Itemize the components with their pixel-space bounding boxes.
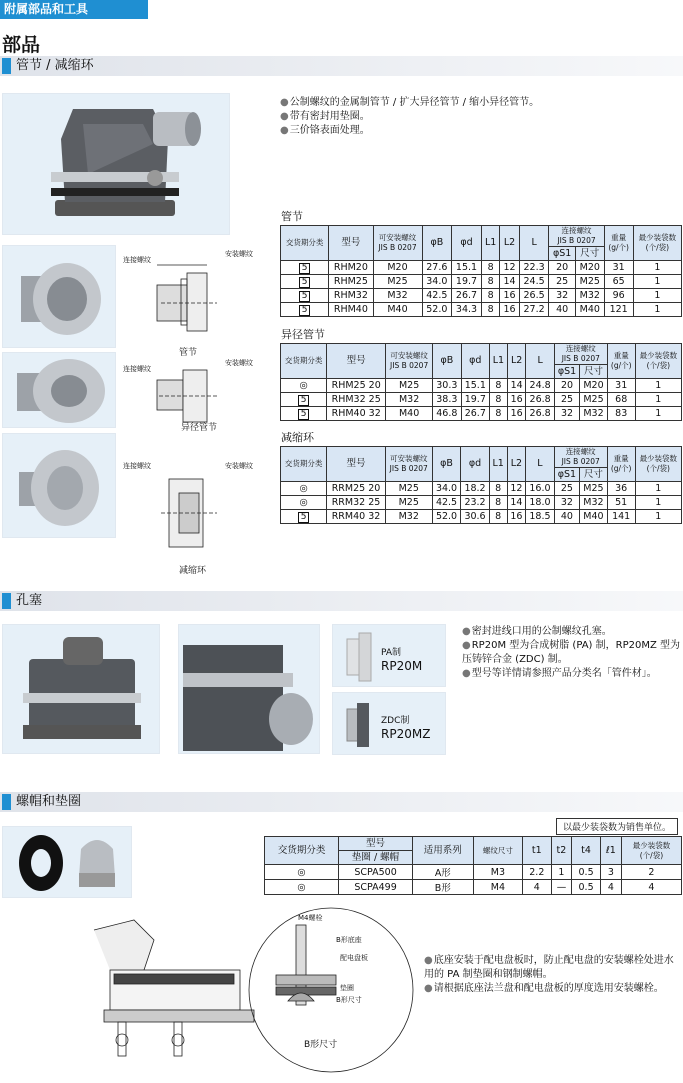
table-cell: RRM32 25 <box>327 496 385 510</box>
table-cell: 14 <box>500 275 519 289</box>
table-cell: 20 <box>549 261 575 275</box>
table-cell: 16 <box>507 510 526 524</box>
table-cell: 51 <box>607 496 635 510</box>
table-cell: 8 <box>481 275 500 289</box>
table-cell: M20 <box>373 261 422 275</box>
table-cell: M32 <box>580 407 608 421</box>
table-cell: B形 <box>412 880 473 895</box>
fitting-photo-3 <box>2 433 116 538</box>
table-cell: 14 <box>507 496 526 510</box>
table-row <box>281 275 682 289</box>
table-cell: ◎ <box>281 482 327 496</box>
table-cell: M40 <box>575 303 604 317</box>
th-l2: L2 <box>507 447 526 482</box>
label-b-base: B形底座 <box>336 936 362 944</box>
plug-zdc-model: RP20MZ <box>381 727 431 741</box>
th-l2: L2 <box>507 344 526 379</box>
table-cell: 96 <box>604 289 633 303</box>
plug-bullets <box>462 625 680 681</box>
th-weight: 重量 (g/个) <box>607 344 635 379</box>
table-cell: 4 <box>600 880 621 895</box>
table-cell: 18.0 <box>526 496 555 510</box>
drawing-reducer <box>121 455 281 575</box>
th-phib: φB <box>422 226 452 261</box>
plug-pa-model: RP20M <box>381 659 423 673</box>
th-conn: 连接螺纹 JIS B 0207 <box>554 447 607 468</box>
th-weight: 重量 (g/个) <box>604 226 633 261</box>
table-body <box>265 865 682 895</box>
table-cell: 25 <box>554 393 579 407</box>
label-m4-bolt: M4螺栓 <box>298 914 323 922</box>
table-cell: 19.7 <box>452 275 482 289</box>
table-cell: M25 <box>580 393 608 407</box>
table-row <box>281 289 682 303</box>
table-cell: 1 <box>635 496 681 510</box>
page-title: 部品 <box>2 34 41 56</box>
table-cell: 16 <box>507 407 526 421</box>
plug-zdc-photo <box>332 692 446 755</box>
table-cell: 30.3 <box>433 379 461 393</box>
table-cell: 8 <box>490 407 508 421</box>
table-cell: ◎ <box>281 379 327 393</box>
table-cell: M25 <box>386 379 433 393</box>
table-cell: 5 <box>281 407 327 421</box>
th-model: 型号 <box>339 837 413 851</box>
table-cell: RHM40 <box>329 303 373 317</box>
table-cell: M25 <box>580 482 608 496</box>
table-cell: RHM25 20 <box>327 379 386 393</box>
th-series: 适用系列 <box>412 837 473 865</box>
table-cell: ◎ <box>265 880 339 895</box>
th-size: 尺寸 <box>580 365 608 379</box>
table-cell: 18.5 <box>526 510 555 524</box>
table-cell: M32 <box>580 496 608 510</box>
table-cell: 1 <box>635 379 681 393</box>
th-t4: t4 <box>572 837 600 865</box>
table-cell: 20 <box>554 379 579 393</box>
th-model: 型号 <box>327 344 386 379</box>
table-cell: 27.6 <box>422 261 452 275</box>
table-cell: 8 <box>489 510 507 524</box>
table-cell: 31 <box>604 261 633 275</box>
table-cell: 5 <box>281 393 327 407</box>
table-cell: 25 <box>554 482 579 496</box>
table-row <box>265 865 682 880</box>
table-cell: 8 <box>490 393 508 407</box>
th-minpack: 最少装袋数 (个/袋) <box>633 226 681 261</box>
table-cell: 8 <box>489 482 507 496</box>
table-cell: 8 <box>481 303 500 317</box>
fittings-bullets <box>280 96 680 138</box>
table-cell: 36 <box>607 482 635 496</box>
table-cell: 25 <box>549 275 575 289</box>
table-cell: 1 <box>633 289 681 303</box>
table-cell: 30.6 <box>461 510 490 524</box>
table-cell: ◎ <box>265 865 339 880</box>
bullet-item: ● 带有密封用垫圈。 <box>280 110 680 124</box>
table-cell: 8 <box>489 496 507 510</box>
table-cell: 1 <box>635 510 681 524</box>
plug-zdc-label: ZDC制 <box>381 716 410 726</box>
table-cell: 5 <box>281 289 329 303</box>
th-l1: L1 <box>481 226 500 261</box>
th-code: 交货期分类 <box>265 837 339 865</box>
table-cell: M25 <box>373 275 422 289</box>
table-cell: 24.8 <box>526 379 554 393</box>
th-conn: 连接螺纹 JIS B 0207 <box>554 344 607 365</box>
section-marker <box>2 593 11 609</box>
table-cell: 22.3 <box>519 261 549 275</box>
th-t1: t1 <box>523 837 551 865</box>
table-cell: 1 <box>635 393 681 407</box>
th-minpack: 最少装袋数 (个/袋) <box>635 447 681 482</box>
bullet-item: ● 公制螺纹的金属制管节 / 扩大异径管节 / 缩小异径管节。 <box>280 96 680 110</box>
section-header-fittings <box>0 56 683 76</box>
th-l1: ℓ1 <box>600 837 621 865</box>
table-cell: 14 <box>507 379 526 393</box>
label-connect-thread: 连接螺纹 <box>123 256 151 264</box>
th-l2: L2 <box>500 226 519 261</box>
table-cell: 32 <box>554 496 579 510</box>
table-cell: 5 <box>281 275 329 289</box>
bullet-item: ● 三价铬表面处理。 <box>280 124 680 138</box>
th-size: 尺寸 <box>575 247 604 261</box>
table-cell: M20 <box>580 379 608 393</box>
th-minpack: 最少装袋数 (个/袋) <box>621 837 681 865</box>
table-cell: M25 <box>575 275 604 289</box>
section-title: 管节 / 减缩环 <box>16 58 94 73</box>
th-size: 尺寸 <box>580 468 608 482</box>
bullet-item: ● 请根据底座法兰盘和配电盘板的厚度选用安装螺栓。 <box>424 982 680 996</box>
th-l: L <box>526 344 554 379</box>
table-cell: RHM32 25 <box>327 393 386 407</box>
diagram-caption: 管节 <box>179 348 198 358</box>
table-row <box>281 303 682 317</box>
table-cell: ◎ <box>281 496 327 510</box>
table-cell: 42.5 <box>422 289 452 303</box>
table-cell: 46.8 <box>433 407 461 421</box>
th-l: L <box>526 447 555 482</box>
th-l1: L1 <box>490 344 508 379</box>
th-model: 型号 <box>329 226 373 261</box>
th-phis1: φS1 <box>554 468 579 482</box>
mounting-drawing <box>74 910 274 1080</box>
table-cell: 16.0 <box>526 482 555 496</box>
th-phib: φB <box>432 447 461 482</box>
th-phid: φd <box>461 447 490 482</box>
table-cell: 23.2 <box>461 496 490 510</box>
table-body <box>281 261 682 317</box>
diagram-caption: 异径管节 <box>181 423 218 433</box>
plug-pa-photo <box>332 624 446 687</box>
table-cell: 3 <box>600 865 621 880</box>
section-title: 螺帽和垫圈 <box>16 794 82 809</box>
table-cell: M40 <box>373 303 422 317</box>
table-cell: RRM25 20 <box>327 482 385 496</box>
table-cell: 26.8 <box>526 407 554 421</box>
nut-washer-photo <box>2 826 132 898</box>
table-cell: M40 <box>580 510 608 524</box>
table-cell: 32 <box>554 407 579 421</box>
bullet-item: ● RP20M 型为合成树脂 (PA) 制，RP20MZ 型为压铸锌合金 (ZDC) 制。 <box>462 639 680 667</box>
table-cell: 4 <box>621 880 681 895</box>
label-mount-thread: 安装螺纹 <box>225 462 253 470</box>
section-header-nuts <box>0 792 683 812</box>
table-title: 异径管节 <box>281 328 325 341</box>
table-body <box>281 379 682 421</box>
bullet-item: ● 底座安装于配电盘板时，防止配电盘的安装螺栓处进水用的 PA 制垫圈和钢制螺帽。 <box>424 954 680 982</box>
bullet-item: ● 型号等详情请参照产品分类名「管件材」。 <box>462 667 680 681</box>
th-phib: φB <box>433 344 461 379</box>
table-cell: 18.2 <box>461 482 490 496</box>
table-cell: 32 <box>549 289 575 303</box>
table-cell: A形 <box>412 865 473 880</box>
label-washer: 垫圈 <box>340 984 354 992</box>
th-mount: 可安装螺纹 JIS B 0207 <box>385 447 432 482</box>
table-cell: M32 <box>386 393 433 407</box>
th-code: 交货期分类 <box>281 447 327 482</box>
section-marker <box>2 794 11 810</box>
section-marker <box>2 58 11 74</box>
table-cell: 19.7 <box>461 393 489 407</box>
table-cell: 8 <box>481 289 500 303</box>
th-weight: 重量 (g/个) <box>607 447 635 482</box>
table-cell: 2.2 <box>523 865 551 880</box>
th-model: 型号 <box>327 447 385 482</box>
label-connect-thread: 连接螺纹 <box>123 365 151 373</box>
table-cell: 0.5 <box>572 880 600 895</box>
label-b-size: B形尺寸 <box>336 996 362 1004</box>
table-row <box>281 407 682 421</box>
table-cell: 42.5 <box>432 496 461 510</box>
table-cell: 12 <box>500 261 519 275</box>
table-cell: RHM25 <box>329 275 373 289</box>
table-cell: 40 <box>549 303 575 317</box>
table-title: 减缩环 <box>281 431 314 444</box>
table-row <box>281 393 682 407</box>
table-cell: 15.1 <box>461 379 489 393</box>
detail-caption: B形尺寸 <box>304 1040 338 1050</box>
th-t2: t2 <box>551 837 572 865</box>
table-cell: RHM20 <box>329 261 373 275</box>
th-code: 交货期分类 <box>281 344 327 379</box>
table-cell: 2 <box>621 865 681 880</box>
spec-table-adapters <box>280 343 682 421</box>
table-cell: SCPA499 <box>339 880 413 895</box>
table-cell: 26.7 <box>452 289 482 303</box>
top-category-label: 附属部品和工具 <box>0 0 148 19</box>
plug-pa-label: PA制 <box>381 648 402 658</box>
th-phid: φd <box>452 226 482 261</box>
table-cell: 16 <box>500 303 519 317</box>
table-cell: 5 <box>281 261 329 275</box>
diagram-caption: 减缩环 <box>179 566 207 576</box>
section-title: 孔塞 <box>16 593 43 608</box>
th-phis1: φS1 <box>554 365 579 379</box>
sales-unit-note: 以最少装袋数为销售单位。 <box>556 818 678 835</box>
table-cell: 26.7 <box>461 407 489 421</box>
table-row <box>281 496 682 510</box>
plug-housing-photo <box>2 624 160 754</box>
table-cell: 27.2 <box>519 303 549 317</box>
table-cell: 5 <box>281 303 329 317</box>
table-cell: RRM40 32 <box>327 510 385 524</box>
table-body <box>281 482 682 524</box>
table-cell: 31 <box>607 379 635 393</box>
table-cell: 15.1 <box>452 261 482 275</box>
label-mount-thread: 安装螺纹 <box>225 359 253 367</box>
table-cell: M3 <box>473 865 522 880</box>
th-conn: 连接螺纹 JIS B 0207 <box>549 226 604 247</box>
table-row <box>281 482 682 496</box>
table-cell: RHM32 <box>329 289 373 303</box>
table-cell: SCPA500 <box>339 865 413 880</box>
table-cell: 12 <box>507 482 526 496</box>
plug-side-photo <box>178 624 320 754</box>
th-thread: 螺纹尺寸 <box>473 837 522 865</box>
table-cell: 1 <box>633 275 681 289</box>
table-cell: M32 <box>385 510 432 524</box>
table-cell: 65 <box>604 275 633 289</box>
table-cell: RHM40 32 <box>327 407 386 421</box>
table-cell: 1 <box>635 407 681 421</box>
table-cell: 16 <box>500 289 519 303</box>
th-mount: 可安装螺纹 JIS B 0207 <box>386 344 433 379</box>
th-l1: L1 <box>489 447 507 482</box>
th-l: L <box>519 226 549 261</box>
table-cell: 16 <box>507 393 526 407</box>
label-mount-thread: 安装螺纹 <box>225 250 253 258</box>
table-cell: 1 <box>635 482 681 496</box>
spec-table-reducers <box>280 446 682 524</box>
table-cell: 1 <box>633 303 681 317</box>
spec-table-nuts <box>264 836 682 895</box>
table-cell: 0.5 <box>572 865 600 880</box>
fitting-photo-1 <box>2 245 116 348</box>
label-panel: 配电盘板 <box>340 954 368 962</box>
table-cell: 26.5 <box>519 289 549 303</box>
th-mount: 可安装螺纹 JIS B 0207 <box>373 226 422 261</box>
th-code: 交货期分类 <box>281 226 329 261</box>
table-cell: — <box>551 880 572 895</box>
table-cell: M25 <box>385 496 432 510</box>
spec-table-fittings <box>280 225 682 317</box>
table-row <box>281 379 682 393</box>
table-cell: 52.0 <box>432 510 461 524</box>
drawing-adapter <box>121 356 281 432</box>
table-cell: 34.3 <box>452 303 482 317</box>
connector-housing-photo <box>2 93 230 235</box>
table-cell: 1 <box>633 261 681 275</box>
label-connect-thread: 连接螺纹 <box>123 462 151 470</box>
table-cell: 121 <box>604 303 633 317</box>
nut-bullets <box>424 954 680 996</box>
table-cell: 34.0 <box>432 482 461 496</box>
table-cell: 83 <box>607 407 635 421</box>
table-cell: 4 <box>523 880 551 895</box>
table-row <box>265 880 682 895</box>
table-row <box>281 261 682 275</box>
table-cell: 34.0 <box>422 275 452 289</box>
table-cell: M20 <box>575 261 604 275</box>
drawing-fitting <box>121 245 281 358</box>
table-cell: M32 <box>575 289 604 303</box>
table-cell: 8 <box>490 379 508 393</box>
fitting-photo-2 <box>2 352 116 428</box>
table-cell: 38.3 <box>433 393 461 407</box>
table-cell: M32 <box>373 289 422 303</box>
table-cell: 68 <box>607 393 635 407</box>
th-phid: φd <box>461 344 489 379</box>
th-minpack: 最少装袋数 (个/袋) <box>635 344 681 379</box>
table-cell: 141 <box>607 510 635 524</box>
detail-drawing <box>246 905 416 1075</box>
table-cell: 52.0 <box>422 303 452 317</box>
table-cell: 8 <box>481 261 500 275</box>
section-header-plugs <box>0 591 683 611</box>
table-row <box>281 510 682 524</box>
table-title: 管节 <box>281 210 303 223</box>
th-phis1: φS1 <box>549 247 575 261</box>
bullet-item: ● 密封进线口用的公制螺纹孔塞。 <box>462 625 680 639</box>
table-cell: M40 <box>386 407 433 421</box>
table-cell: 1 <box>551 865 572 880</box>
table-cell: 26.8 <box>526 393 554 407</box>
th-model-sub: 垫圈 / 螺帽 <box>339 851 413 865</box>
table-cell: 40 <box>554 510 579 524</box>
table-cell: 24.5 <box>519 275 549 289</box>
table-cell: M4 <box>473 880 522 895</box>
table-cell: M25 <box>385 482 432 496</box>
table-cell: 5 <box>281 510 327 524</box>
